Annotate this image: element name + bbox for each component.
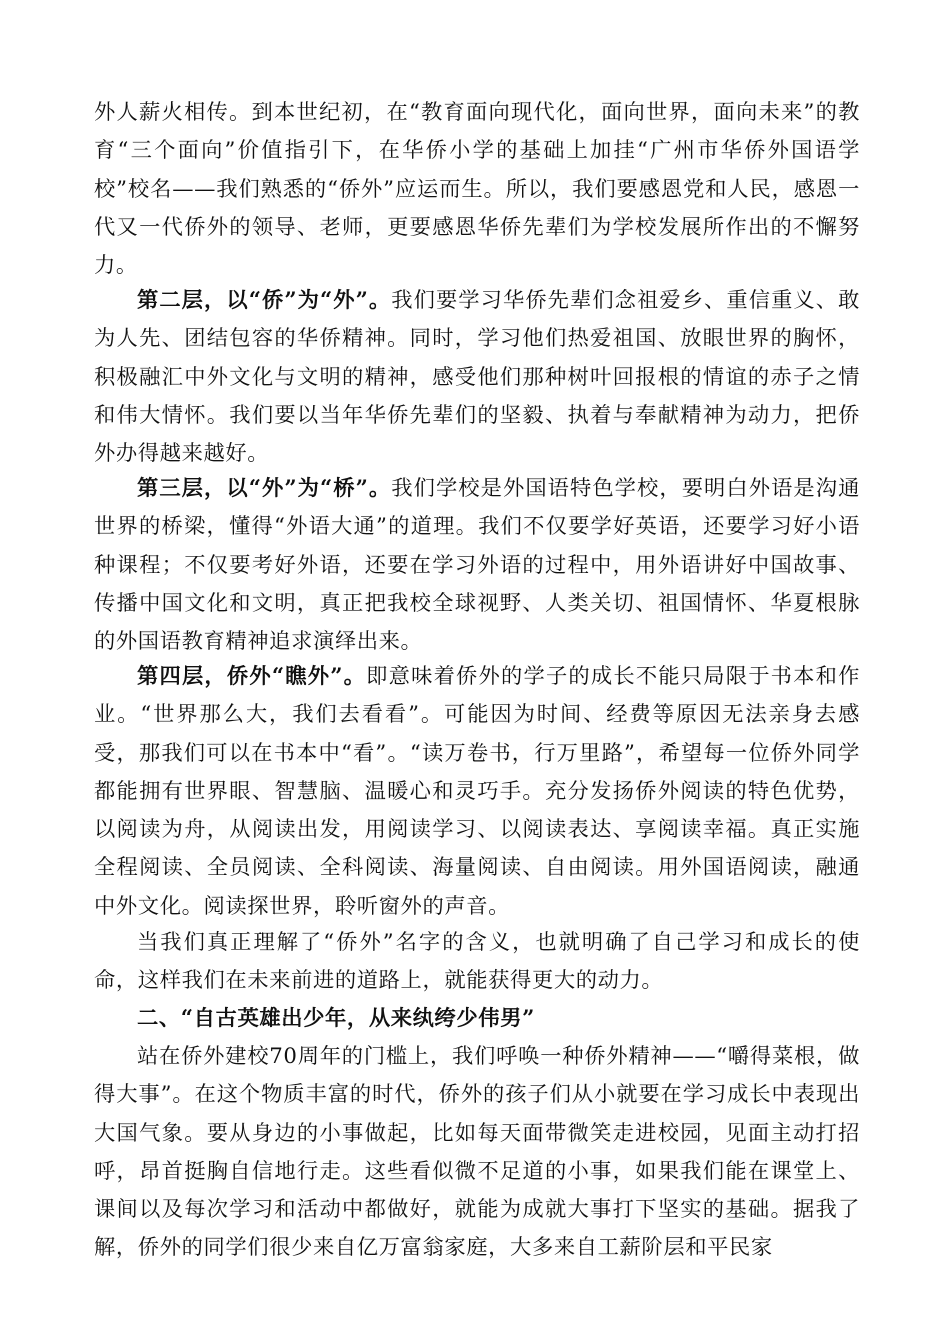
paragraph-layer-two [94,282,860,473]
paragraph-lead: 第三层，以“外”为“桥”。 [137,476,392,501]
paragraph-layer-four [94,658,860,926]
section-heading [94,1000,860,1038]
paragraph-text: 即意味着侨外的学子的成长不能只局限于书本和作业。“世界那么大，我们去看看”。可能因为时间、经费等原因无法亲身去感受，那我们可以在书本中“看”。“读万卷书，行万里路”，希望每一位侨外同学都能拥有世界眼、智慧脑、温暖心和灵巧手。充分发扬侨外阅读的特色优势，以阅读为舟，从阅读出发，用阅读学习、以阅读表达、享阅读幸福。真正实施全程阅读、全员阅读、全科阅读、海量阅读、自由阅读。用外国语阅读，融通中外文化。阅读探世界，聆听窗外的声音。 [94,664,861,919]
paragraph-layer-three [94,470,860,661]
paragraph-text: 当我们真正理解了“侨外”名字的含义，也就明确了自己学习和成长的使命，这样我们在未来前进的道路上，就能获得更大的动力。 [94,930,860,994]
paragraph-summary [94,924,860,1001]
paragraph-text: 外人薪火相传。到本世纪初，在“教育面向现代化，面向世界，面向未来”的教育“三个面向”价值指引下，在华侨小学的基础上加挂“广州市华侨外国语学校”校名——我们熟悉的“侨外”应运而生。所以，我们要感恩党和人民，感恩一代又一代侨外的领导、老师，更要感恩华侨先辈们为学校发展所作出的不懈努力。 [94,100,860,279]
paragraph-text: 我们学校是外国语特色学校，要明白外语是沟通世界的桥梁，懂得“外语大通”的道理。我们不仅要学好英语，还要学习好小语种课程；不仅要考好外语，还要在学习外语的过程中，用外语讲好中国故事、传播中国文化和文明，真正把我校全球视野、人类关切、祖国情怀、华夏根脉的外国语教育精神追求演绎出来。 [94,476,860,655]
paragraph-lead: 第二层，以“侨”为“外”。 [137,288,392,313]
paragraph-lead: 第四层，侨外“瞧外”。 [137,664,367,689]
paragraph-text: 站在侨外建校70周年的门槛上，我们呼唤一种侨外精神——“嚼得菜根，做得大事”。在这个物质丰富的时代，侨外的孩子们从小就要在学习成长中表现出大国气象。要从身边的小事做起，比如每天面带微笑走进校园，见面主动打招呼，昂首挺胸自信地行走。这些看似微不足道的小事，如果我们能在课堂上、课间以及每次学习和活动中都做好，就能为成就大事打下坚实的基础。据我了解，侨外的同学们很少来自亿万富翁家庭，大多来自工薪阶层和平民家 [94,1044,860,1261]
paragraph-text: 我们要学习华侨先辈们念祖爱乡、重信重义、敢为人先、团结包容的华侨精神。同时，学习他们热爱祖国、放眼世界的胸怀，积极融汇中外文化与文明的精神，感受他们那种树叶回报根的情谊的赤子之情和伟大情怀。我们要以当年华侨先辈们的坚毅、执着与奉献精神为动力，把侨外办得越来越好。 [94,288,860,467]
section-heading-text: 二、“自古英雄出少年，从来纨绔少伟男” [137,1006,535,1031]
paragraph-continuation [94,94,860,285]
paragraph-spirit [94,1038,860,1268]
